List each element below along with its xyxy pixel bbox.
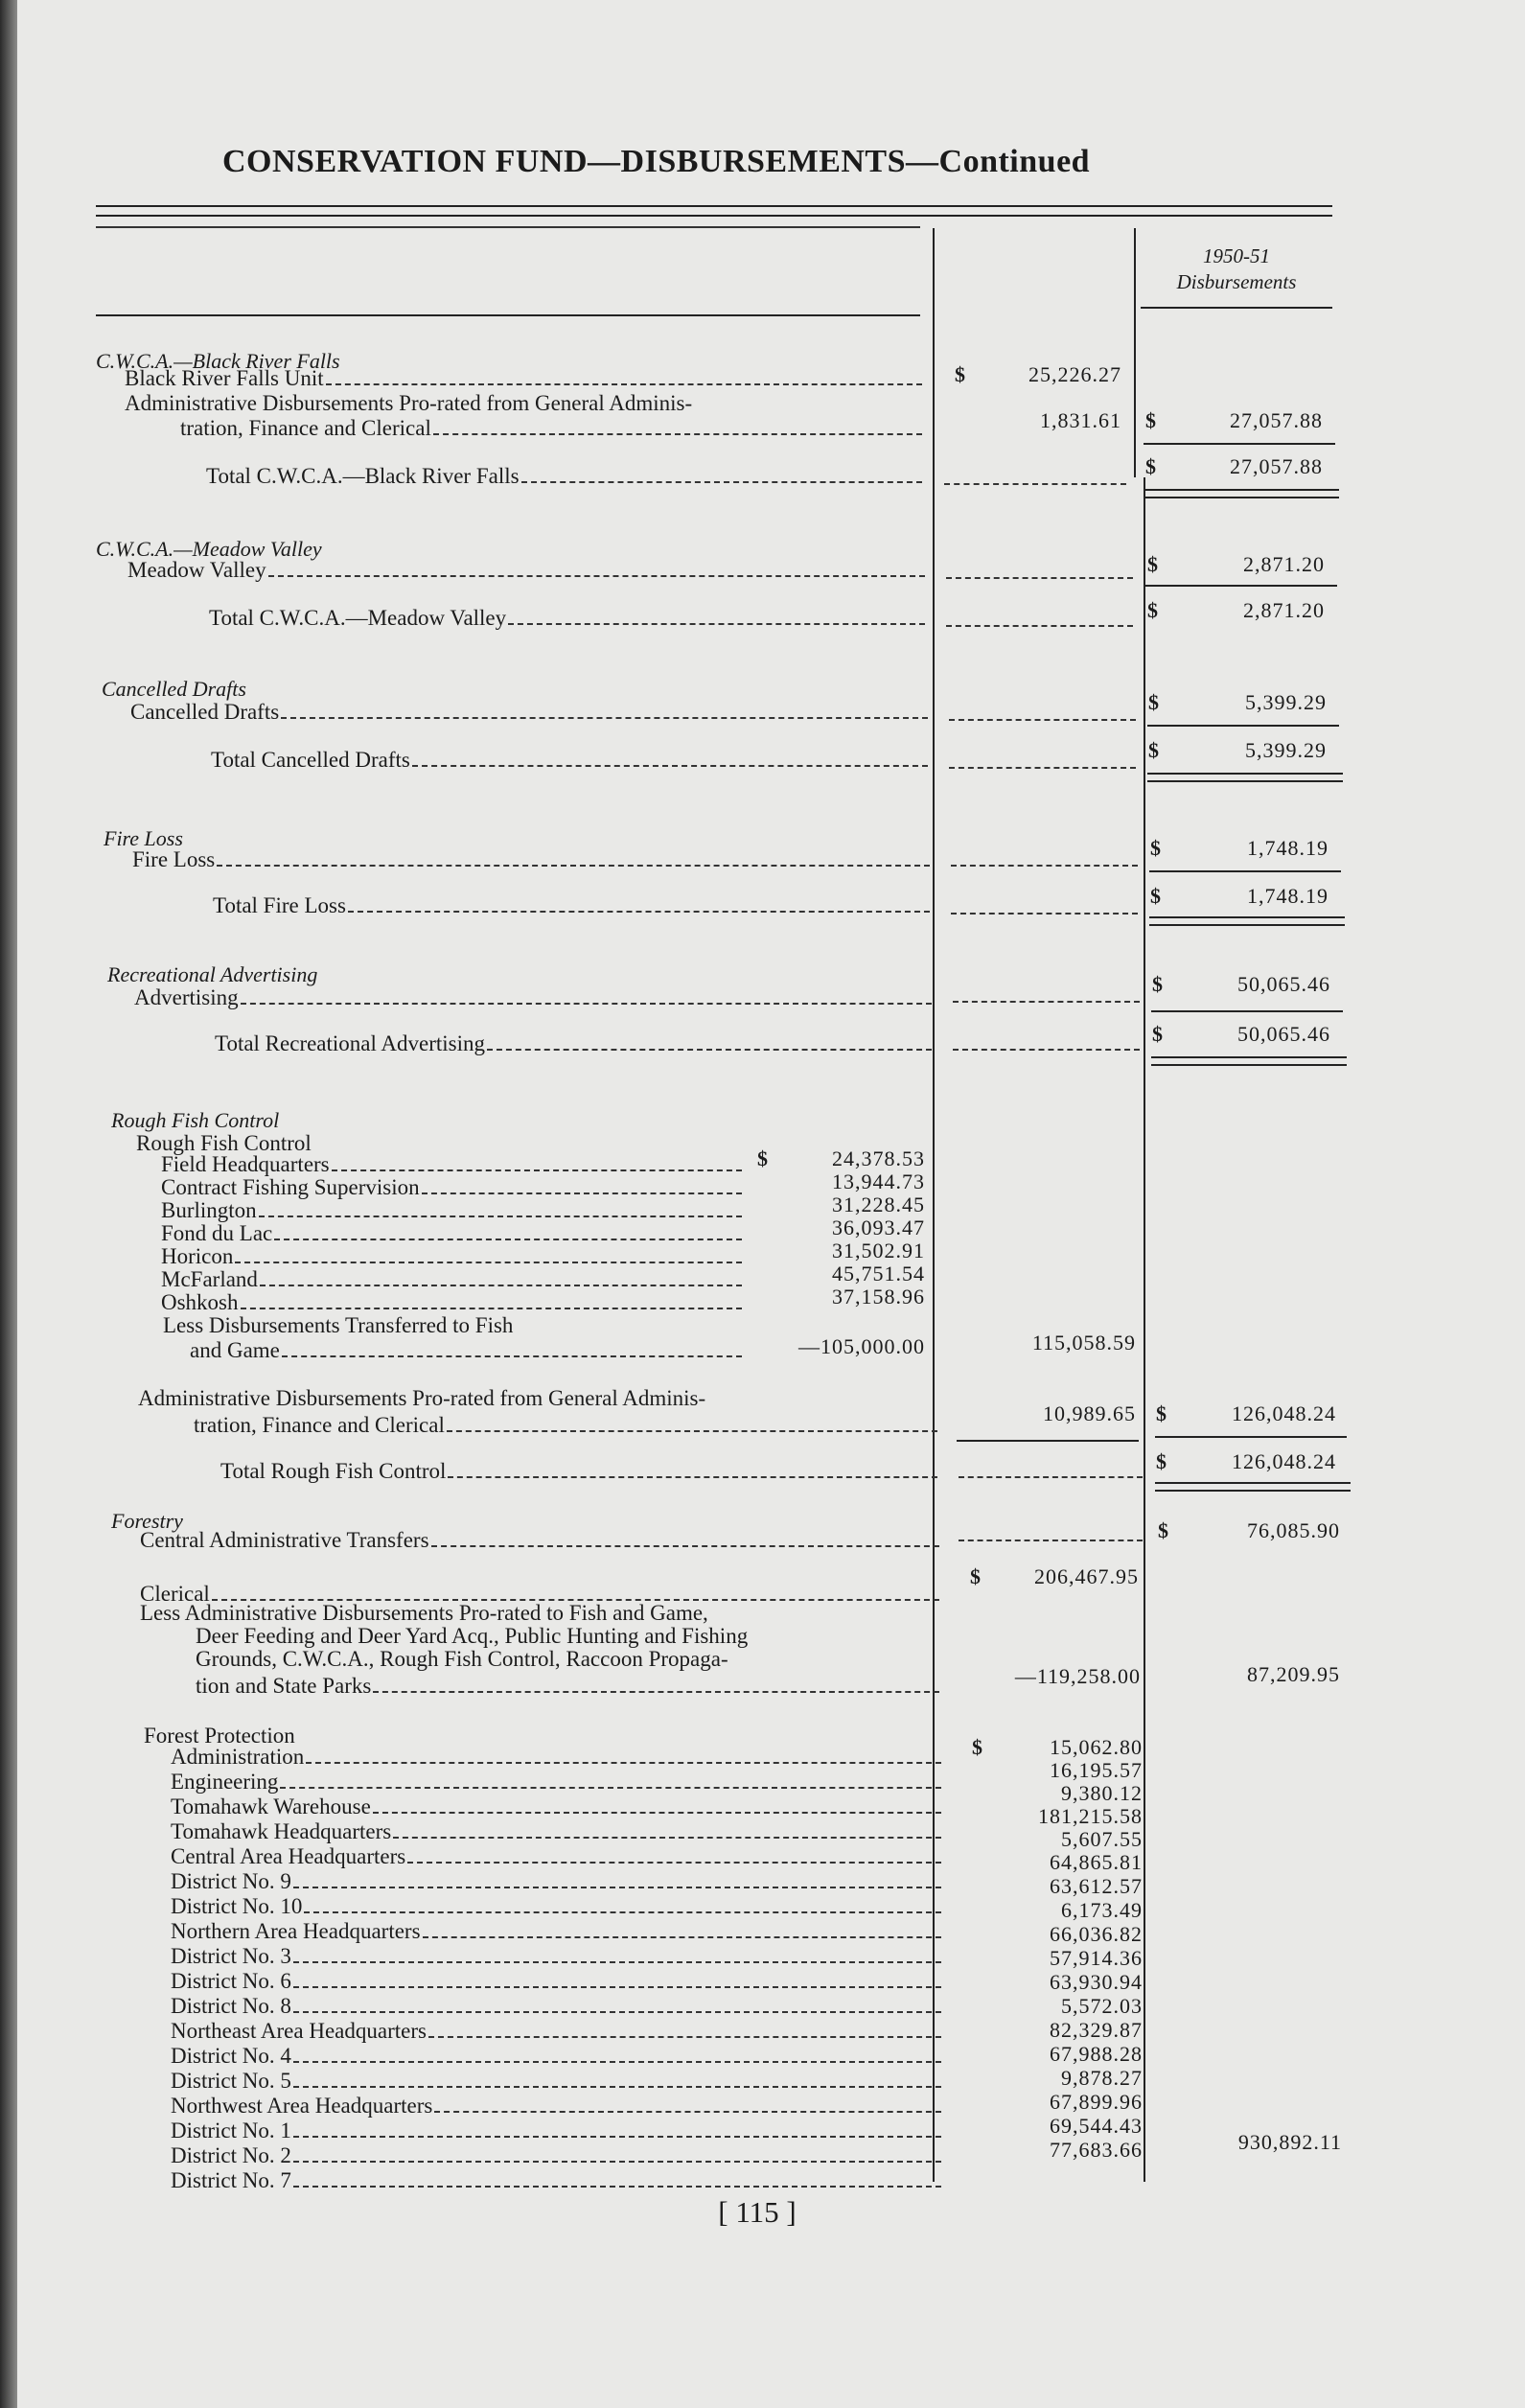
dollar-sign: $ [1148,690,1159,714]
dollar-sign: $ [1150,884,1161,908]
item-label: District No. 5 [171,2069,291,2093]
dollar-sign: $ [1152,972,1163,996]
row-label: Total Fire Loss [213,893,346,917]
forest-amount: 67,899.96 [1050,2090,1143,2114]
double-underline-black-river [1144,489,1339,498]
dollar-sign: $ [970,1564,981,1588]
dollar-sign: $ [1147,552,1158,576]
header-rule-top [96,205,1332,207]
forest-item [171,2145,941,2168]
double-underline-cancelled [1147,773,1343,782]
row-label: Fire Loss [132,847,216,871]
forest-item [171,2046,941,2069]
row-central-administrative-transfers [140,1528,939,1553]
row-label: Cancelled Drafts [130,700,280,724]
forestry-less-line2: Deer Feeding and Deer Yard Acq., Public Hunting and Fishing [196,1624,749,1648]
forest-amount: 67,988.28 [1050,2042,1143,2066]
forestry-less-line3: Grounds, C.W.C.A., Rough Fish Control, Raccoon Propaga- [196,1647,728,1671]
forest-item [171,2120,941,2143]
row-label: Black River Falls Unit [125,366,324,390]
rough-fish-amount: 45,751.54 [832,1262,925,1285]
category-rough-fish-control: Rough Fish Control [111,1108,280,1132]
item-label: Horicon [161,1244,234,1268]
rough-fish-less-line1: Less Disbursements Transferred to Fish [163,1313,514,1337]
row-total-fire-loss [213,893,930,918]
forest-amount: 16,195.57 [1050,1758,1143,1782]
amount-cancelled-drafts: 5,399.29 [1245,690,1327,714]
item-label: Northern Area Headquarters [171,1919,421,1943]
dollar-sign: $ [1158,1518,1168,1542]
item-label: Burlington [161,1198,257,1222]
rough-fish-subtotal: 115,058.59 [1031,1331,1136,1354]
forest-item [171,2071,941,2094]
rough-fish-item [161,1152,742,1177]
forest-amount: 9,878.27 [1061,2066,1143,2090]
row-label: Central Administrative Transfers [140,1528,429,1552]
row-cancelled-drafts [130,700,928,725]
heading-forest-protection: Forest Protection [144,1724,295,1748]
leader-col2 [944,483,1126,485]
category-fire-loss: Fire Loss [104,826,183,850]
column-divider-2b [1144,477,1145,2182]
underline-recreational [1151,1010,1343,1012]
forest-item [171,1896,941,1919]
column-header-year: 1950-51 [1203,244,1270,267]
leader-col2 [953,1049,1140,1051]
column-header-underline [1141,307,1332,309]
rough-fish-amount: 36,093.47 [832,1216,925,1239]
dollar-sign: $ [1156,1401,1167,1425]
dollar-sign: $ [955,362,965,386]
forest-item [171,1771,941,1794]
row-fire-loss [132,847,930,872]
row-label: Advertising [134,985,239,1009]
leader-col2 [951,913,1138,915]
item-label: Oshkosh [161,1290,239,1314]
dollar-sign: $ [1150,836,1161,860]
amount-black-river-col3: 27,057.88 [1230,408,1323,432]
rough-fish-admin-total: 126,048.24 [1232,1401,1336,1425]
item-label: District No. 9 [171,1869,291,1893]
dollar-sign: $ [757,1146,768,1170]
row-label: tration, Finance and Clerical [194,1413,445,1437]
rough-fish-item [161,1267,742,1292]
item-label: District No. 4 [171,2044,291,2068]
category-cancelled-drafts: Cancelled Drafts [102,677,246,701]
amount-fire-loss: 1,748.19 [1247,836,1329,860]
double-underline-rough-fish [1155,1482,1351,1492]
amount-clerical: 206,467.95 [1034,1564,1139,1588]
amount-total-black-river: 27,057.88 [1230,454,1323,478]
row-total-cancelled-drafts [211,748,928,773]
forest-amount: 82,329.87 [1050,2018,1143,2042]
subheading-rough-fish-control: Rough Fish Control [136,1131,312,1155]
forest-amount: 64,865.81 [1050,1850,1143,1874]
item-label: District No. 10 [171,1894,303,1918]
amount-advertising: 50,065.46 [1237,972,1330,996]
item-label: District No. 6 [171,1969,291,1993]
column-header-label: Disbursements [1176,270,1297,293]
row-label: Total C.W.C.A.—Meadow Valley [209,606,507,630]
item-label: Fond du Lac [161,1221,273,1245]
underline-rough-fish [1155,1436,1347,1438]
amount-black-river-unit: 25,226.27 [1028,362,1121,386]
rough-fish-item [161,1290,742,1315]
page-title: CONSERVATION FUND—DISBURSEMENTS—Continued [222,144,1091,179]
row-label: Total C.W.C.A.—Black River Falls [206,464,520,488]
amount-total-fire-loss: 1,748.19 [1247,884,1329,908]
header-rule-under-col1 [96,226,920,228]
item-label: Central Area Headquarters [171,1844,406,1868]
rough-fish-less-line2 [190,1338,742,1363]
rough-fish-admin-amount: 10,989.65 [1043,1401,1136,1425]
row-total-meadow-valley [209,606,925,631]
column-divider-2 [1134,228,1136,477]
category-recreational-advertising: Recreational Advertising [107,962,318,986]
row-total-recreational-advertising [215,1031,932,1056]
forest-item [171,1996,941,2019]
row-admin-black-river-line2 [180,416,922,441]
leader-col2 [949,767,1136,769]
amount-central-administrative-transfers: 76,085.90 [1247,1518,1340,1542]
dollar-sign: $ [1145,454,1156,478]
dollar-sign: $ [1147,598,1158,622]
forest-amount: 57,914.36 [1050,1946,1143,1970]
amount-total-meadow-valley: 2,871.20 [1243,598,1325,622]
page-number: [ 115 ] [718,2195,797,2229]
row-label: Meadow Valley [127,558,266,582]
header-rule-bottom [96,215,1332,217]
item-label: District No. 2 [171,2143,291,2167]
leader-col2 [949,719,1136,721]
amount-total-cancelled-drafts: 5,399.29 [1245,738,1327,762]
forest-item [171,2170,941,2193]
row-label: Clerical [140,1582,210,1606]
forest-amount: 5,572.03 [1061,1994,1143,2018]
row-label: Total Recreational Advertising [215,1031,485,1055]
forest-item [171,1846,941,1869]
forest-item [171,1946,941,1969]
book-binding-shadow [0,0,17,2408]
forest-amount: 15,062.80 [1050,1735,1143,1759]
row-admin-black-river-line1: Administrative Disbursements Pro-rated from General Adminis- [125,391,693,415]
row-black-river-falls-unit [125,366,922,391]
leader-col2 [959,1540,1143,1541]
row-advertising [134,985,932,1010]
rough-fish-admin-line2 [194,1413,937,1438]
item-label: Northeast Area Headquarters [171,2019,427,2043]
stub-header-underline [96,314,920,316]
forest-item [171,2095,941,2119]
forest-amount: 6,173.49 [1061,1898,1143,1922]
item-label: District No. 1 [171,2119,291,2142]
forest-amount: 63,612.57 [1050,1874,1143,1898]
row-label: tion and State Parks [196,1674,372,1698]
item-label: McFarland [161,1267,258,1291]
dollar-sign: $ [1156,1449,1167,1473]
rough-fish-admin-line1: Administrative Disbursements Pro-rated from General Adminis- [138,1386,706,1410]
item-label: Field Headquarters [161,1152,330,1176]
forest-amount: 63,930.94 [1050,1970,1143,1994]
underline-black-river [1144,443,1335,445]
forest-amount: 5,607.55 [1061,1827,1143,1851]
item-label: Contract Fishing Supervision [161,1175,420,1199]
row-label: Total Rough Fish Control [220,1459,447,1483]
row-label: Total Cancelled Drafts [211,748,410,772]
category-forestry: Forestry [111,1509,183,1533]
rough-fish-amount: 24,378.53 [832,1146,925,1170]
amount-total-forest-protection: 930,892.11 [1237,2130,1342,2154]
amount-total-recreational-advertising: 50,065.46 [1237,1022,1330,1046]
rough-fish-item [161,1221,742,1246]
dollar-sign: $ [1152,1022,1163,1046]
forest-item [171,1921,941,1944]
underline-meadow [1145,585,1337,587]
forestry-less-line4 [196,1674,939,1699]
item-label: Tomahawk Headquarters [171,1819,392,1843]
rough-fish-amount: 31,228.45 [832,1192,925,1216]
row-total-rough-fish-control [220,1459,937,1484]
leader-col2 [946,577,1133,579]
row-total-black-river [206,464,922,489]
forest-amount: 181,215.58 [1038,1804,1143,1828]
leader-col2 [959,1476,1143,1478]
item-label: Tomahawk Warehouse [171,1794,371,1818]
forest-item [171,1871,941,1894]
dollar-sign: $ [972,1735,982,1759]
forest-item [171,1796,941,1819]
amount-forestry-less: —119,258.00 [1014,1664,1141,1688]
rough-fish-amount: 31,502.91 [832,1239,925,1262]
leader-col2 [946,625,1133,627]
underline-fire [1149,870,1341,872]
forest-amount: 69,544.43 [1050,2114,1143,2138]
row-label: tration, Finance and Clerical [180,416,431,440]
dollar-sign: $ [1148,738,1159,762]
underline-cancelled [1147,725,1339,727]
forest-amount: 77,683.66 [1050,2138,1143,2162]
rough-fish-item [161,1175,742,1200]
rough-fish-amount: 37,158.96 [832,1285,925,1308]
forest-item [171,2021,941,2044]
row-meadow-valley [127,558,925,583]
item-label: Engineering [171,1770,279,1794]
column-header [1141,243,1332,295]
forest-amount: 9,380.12 [1061,1781,1143,1805]
leader-col2 [951,865,1138,867]
category-meadow-valley: C.W.C.A.—Meadow Valley [96,537,322,561]
item-label: District No. 8 [171,1994,291,2018]
forestry-less-line1: Less Administrative Disbursements Pro-rated to Fish and Game, [140,1601,708,1625]
forest-item [171,1971,941,1994]
amount-forestry-net: 87,209.95 [1247,1662,1340,1686]
amount-total-rough-fish-control: 126,048.24 [1232,1449,1336,1473]
item-label: Administration [171,1745,305,1769]
amount-meadow-valley: 2,871.20 [1243,552,1325,576]
rough-fish-amount: 13,944.73 [832,1169,925,1193]
double-underline-recreational [1151,1056,1347,1066]
leader-col2 [953,1001,1140,1003]
forest-item [171,1747,941,1770]
row-label: and Game [190,1338,280,1362]
dollar-sign: $ [1145,408,1156,432]
forest-amount: 66,036.82 [1050,1922,1143,1946]
rough-fish-item [161,1244,742,1269]
item-label: District No. 3 [171,1944,291,1968]
item-label: Northwest Area Headquarters [171,2094,433,2118]
amount-admin-black-river: 1,831.61 [1040,408,1121,432]
underline-rough-admin-col2 [957,1440,1139,1442]
rough-fish-item [161,1198,742,1223]
forest-item [171,1821,941,1844]
item-label: District No. 7 [171,2168,291,2192]
double-underline-fire [1149,916,1345,926]
rough-fish-less-amount: —105,000.00 [798,1334,925,1358]
category-black-river-falls: C.W.C.A.—Black River Falls [96,349,340,373]
